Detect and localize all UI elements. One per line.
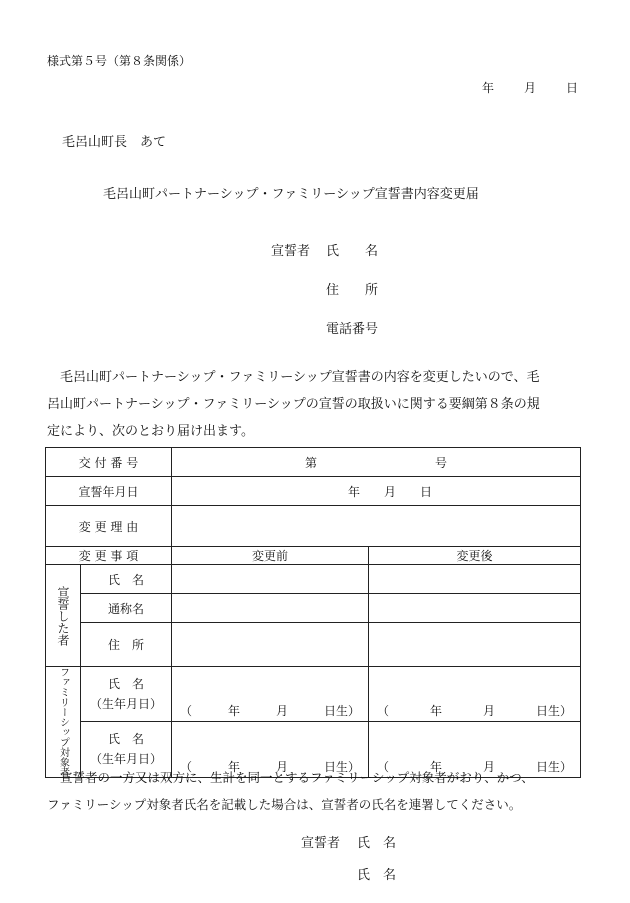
birth-year: 年 [228, 703, 241, 718]
body-line-2: 呂山町パートナーシップ・ファミリーシップの宣誓の取扱いに関する要綱第８条の規 [47, 397, 540, 412]
declarant-label: 宣誓者 [271, 244, 311, 259]
oath-date-label: 宣誓年月日 [46, 477, 172, 506]
declarant-address-label: 住 所 [326, 283, 379, 298]
note-line-2: ファミリーシップ対象者氏名を記載した場合は、宣誓者の氏名を連署してください。 [47, 797, 522, 812]
sworn-name-before[interactable] [172, 565, 369, 594]
oath-date-year: 年 [348, 484, 361, 499]
birth-open: （ [377, 760, 390, 774]
birth-year: 年 [430, 703, 443, 718]
family-group-label: ファミリーシップ対象者 [57, 667, 69, 777]
birth-day: 日生） [536, 703, 573, 718]
family1-before-birth [172, 702, 368, 719]
oath-date-day: 日 [420, 484, 433, 499]
birth-month: 月 [275, 760, 288, 774]
family-group-cell [46, 667, 81, 778]
form-number: 様式第５号（第８条関係） [47, 54, 192, 68]
declarant-phone-label: 電話番号 [326, 322, 379, 337]
date-year-label: 年 [482, 81, 495, 95]
family1-label [81, 667, 172, 722]
sworn-address-after[interactable] [369, 623, 581, 667]
change-items-label: 変 更 事 項 [46, 547, 172, 565]
birth-day: 日生） [323, 760, 360, 774]
sworn-group-cell [46, 565, 81, 667]
body-line-3: 定により、次のとおり届け出ます。 [47, 424, 254, 439]
sworn-alias-label: 通称名 [81, 594, 172, 623]
sworn-address-before[interactable] [172, 623, 369, 667]
sworn-alias-before[interactable] [172, 594, 369, 623]
signature-name-1: 氏 名 [357, 836, 397, 851]
birth-open: （ [377, 703, 390, 718]
family1-after[interactable] [369, 667, 581, 722]
birth-day: 日生） [323, 703, 360, 718]
change-reason-field[interactable] [172, 506, 581, 547]
birth-year: 年 [228, 760, 241, 774]
body-paragraph [47, 364, 582, 445]
family1-name-label: 氏 名 [108, 676, 145, 691]
body-line-1: 毛呂山町パートナーシップ・ファミリーシップ宣誓書の内容を変更したいので、毛 [60, 370, 540, 385]
note-paragraph [47, 764, 582, 818]
date-month-label: 月 [524, 81, 537, 95]
birth-year: 年 [430, 760, 443, 774]
sworn-address-label: 住 所 [81, 623, 172, 667]
sworn-name-after[interactable] [369, 565, 581, 594]
issue-number-label: 交 付 番 号 [46, 448, 172, 477]
family1-after-birth [369, 702, 580, 719]
issue-number-field[interactable] [172, 448, 581, 477]
family1-birth-label: （生年月日） [90, 696, 163, 711]
issue-number-prefix: 第 [305, 455, 318, 470]
birth-open: （ [180, 703, 193, 718]
declarant-name-label: 氏 名 [326, 244, 379, 259]
family2-birth-label: （生年月日） [90, 752, 163, 767]
sworn-group-label: 宣誓した者 [56, 585, 70, 646]
sworn-alias-after[interactable] [369, 594, 581, 623]
oath-date-field[interactable] [172, 477, 581, 506]
document-title: 毛呂山町パートナーシップ・ファミリーシップ宣誓書内容変更届 [103, 187, 479, 202]
sworn-name-label: 氏 名 [81, 565, 172, 594]
birth-day: 日生） [536, 760, 573, 774]
change-reason-label: 変 更 理 由 [46, 506, 172, 547]
birth-month: 月 [483, 703, 496, 718]
birth-open: （ [180, 760, 193, 774]
before-header: 変更前 [172, 547, 369, 565]
family2-name-label: 氏 名 [108, 732, 145, 747]
note-line-1: 宣誓者の一方又は双方に、生計を同一とするファミリーシップ対象者がおり、かつ、 [60, 770, 534, 785]
date-day-label: 日 [566, 81, 579, 95]
issue-number-suffix: 号 [435, 455, 448, 470]
birth-month: 月 [483, 760, 496, 774]
family1-before[interactable] [172, 667, 369, 722]
oath-date-month: 月 [384, 484, 397, 499]
after-header: 変更後 [369, 547, 581, 565]
addressee: 毛呂山町長 あて [62, 135, 167, 150]
change-table [45, 447, 581, 778]
signature-label: 宣誓者 [301, 836, 341, 851]
signature-name-2: 氏 名 [357, 868, 397, 883]
birth-month: 月 [275, 703, 288, 718]
